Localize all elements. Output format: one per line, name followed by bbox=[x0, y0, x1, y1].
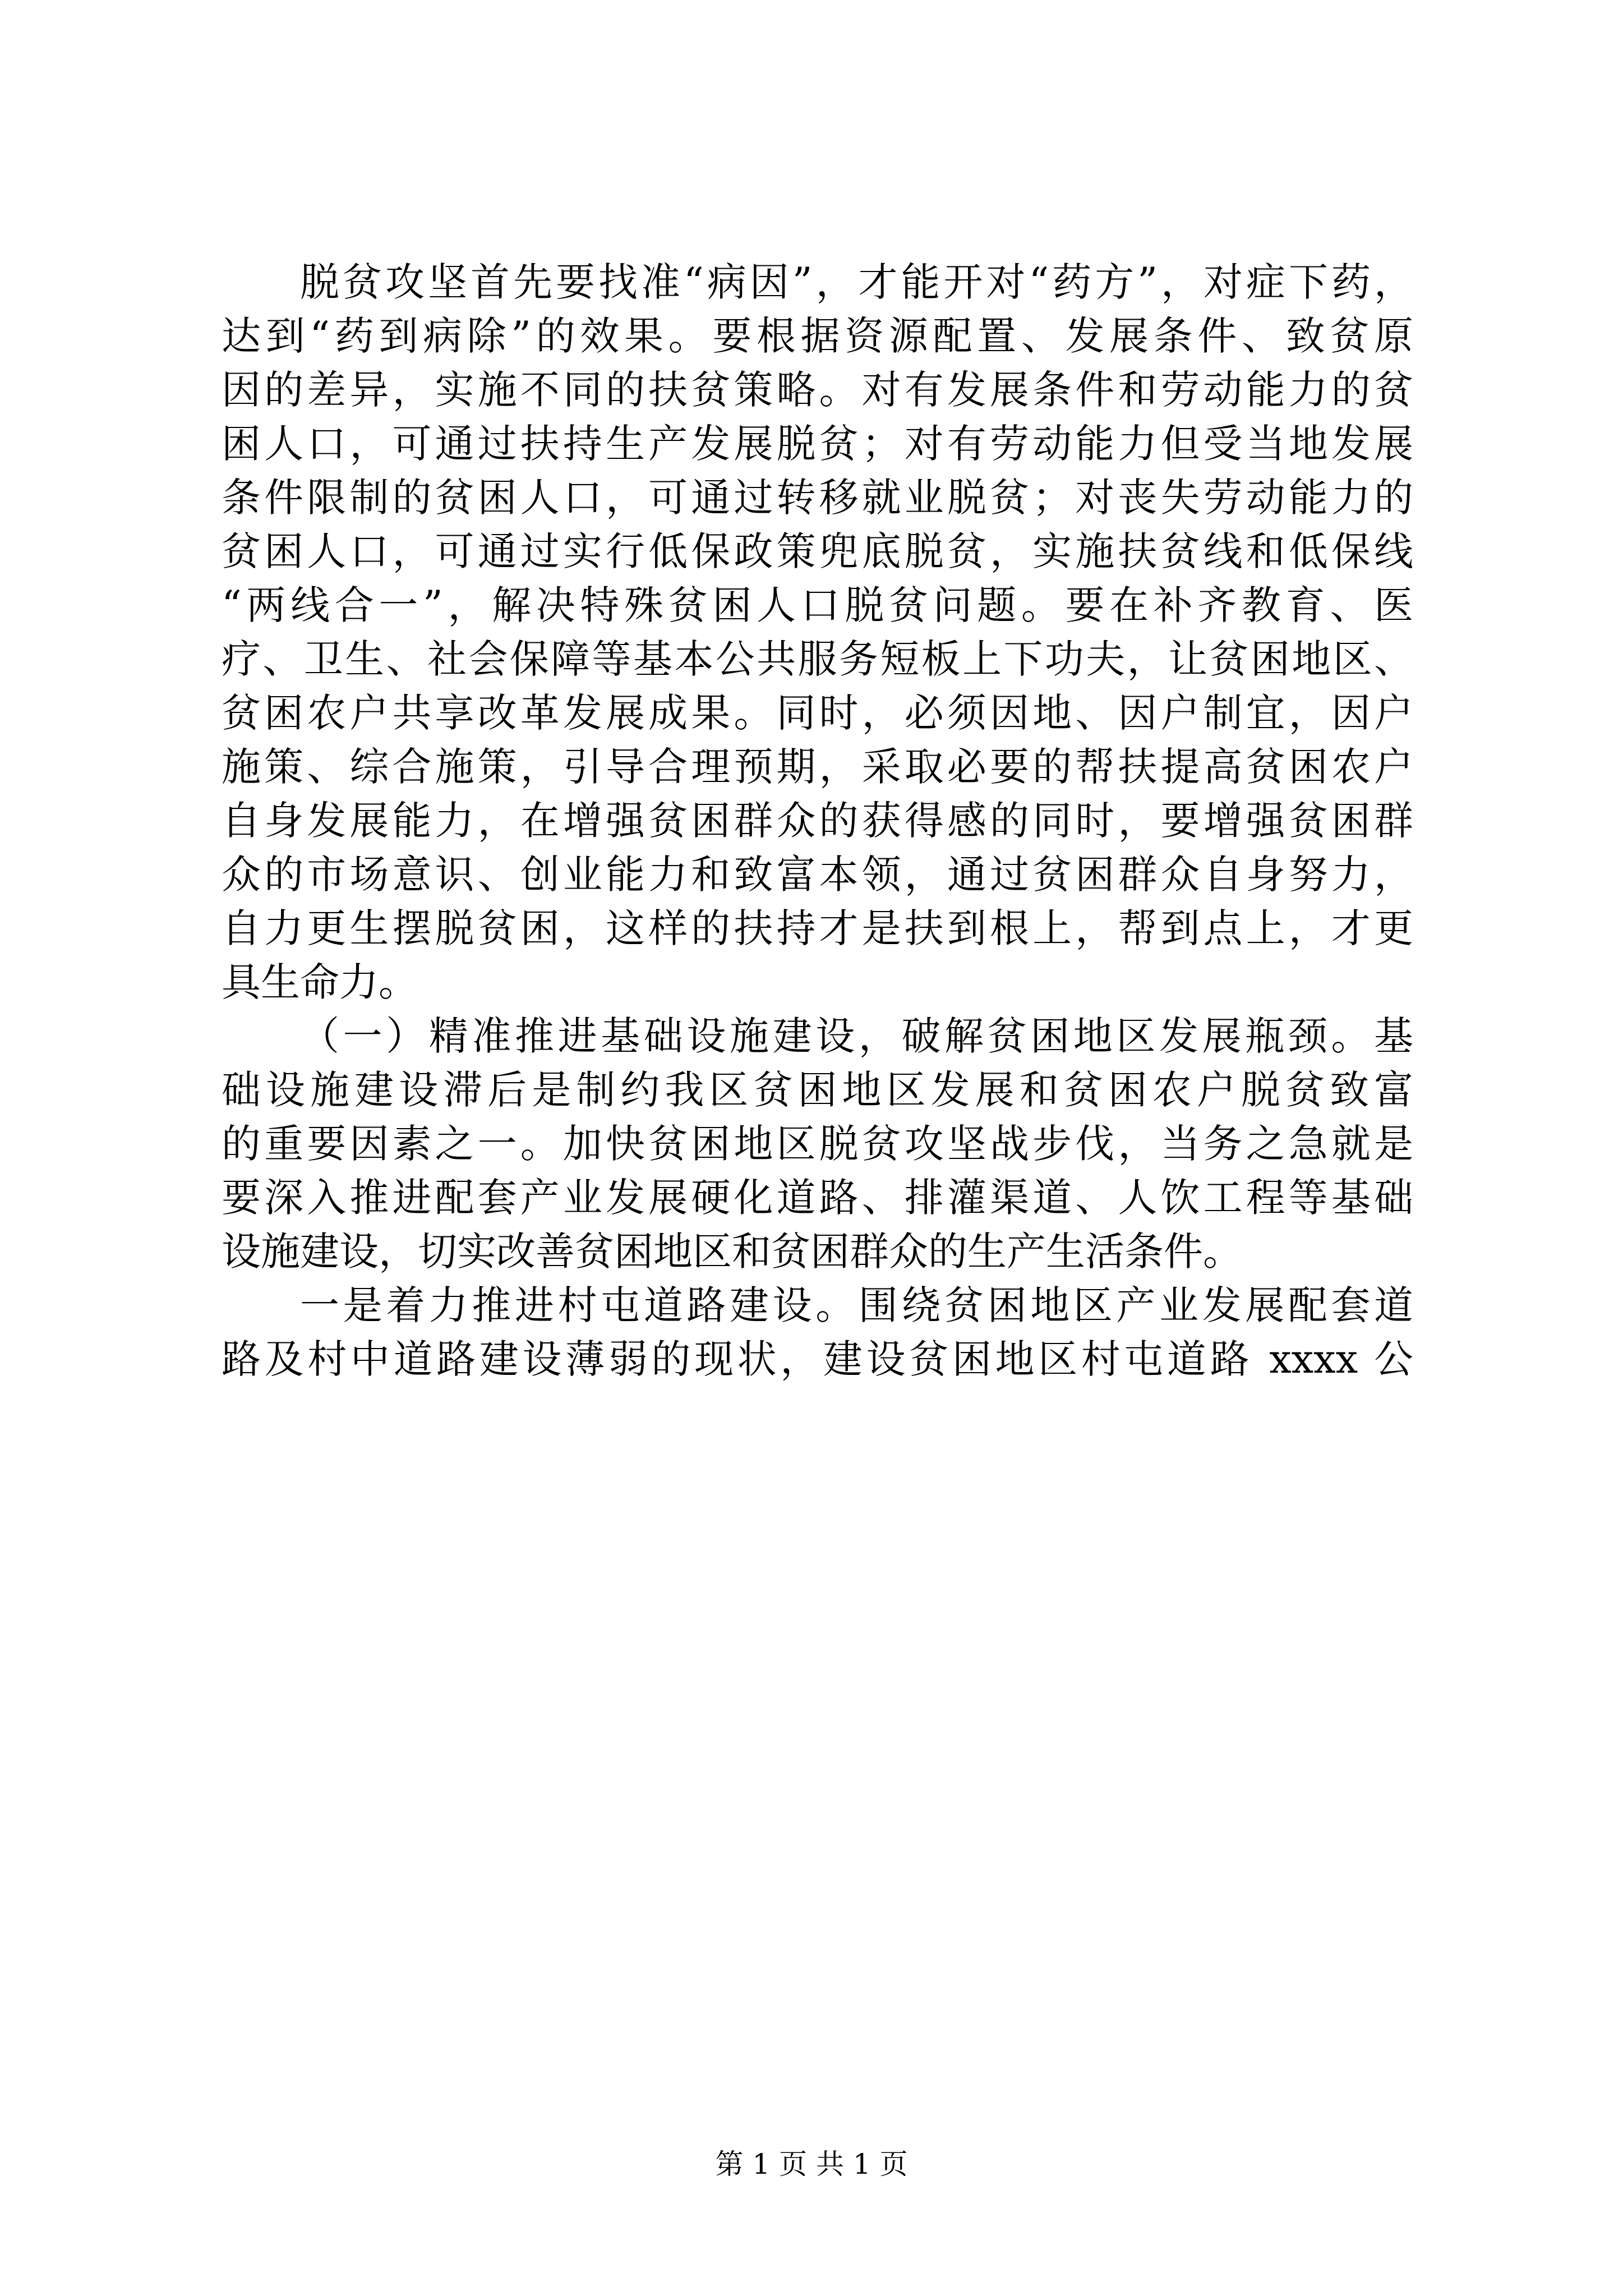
text-line: 条件限制的贫困人口，可通过转移就业脱贫；对丧失劳动能力的 bbox=[222, 475, 1413, 521]
text-line: 众的市场意识、创业能力和致富本领，通过贫困群众自身努力， bbox=[222, 852, 1413, 898]
text-line: 自身发展能力，在增强贫困群众的获得感的同时，要增强贫困群 bbox=[222, 798, 1413, 844]
text-line: 达到“药到病除”的效果。要根据资源配置、发展条件、致贫原 bbox=[222, 313, 1413, 359]
text-line: 施策、综合施策，引导合理预期，采取必要的帮扶提高贫困农户 bbox=[222, 744, 1413, 790]
text-line: 础设施建设滞后是制约我区贫困地区发展和贫困农户脱贫致富 bbox=[222, 1067, 1413, 1113]
document-body bbox=[222, 255, 1413, 1386]
text-line: 具生命力。 bbox=[222, 959, 418, 1005]
text-line: 困人口，可通过扶持生产发展脱贫；对有劳动能力但受当地发展 bbox=[222, 421, 1413, 467]
page-footer: 第 1 页 共 1 页 bbox=[715, 2148, 908, 2180]
text-line: 疗、卫生、社会保障等基本公共服务短板上下功夫，让贫困地区、 bbox=[222, 636, 1413, 682]
text-line: 的重要因素之一。加快贫困地区脱贫攻坚战步伐，当务之急就是 bbox=[222, 1121, 1413, 1167]
text-line: 贫困人口，可通过实行低保政策兜底脱贫，实施扶贫线和低保线 bbox=[222, 528, 1413, 574]
paragraph-1 bbox=[222, 255, 1413, 1009]
text-line: 要深入推进配套产业发展硬化道路、排灌渠道、人饮工程等基础 bbox=[222, 1175, 1413, 1221]
text-line: 因的差异，实施不同的扶贫策略。对有发展条件和劳动能力的贫 bbox=[222, 367, 1413, 413]
text-line: 贫困农户共享改革发展成果。同时，必须因地、因户制宜，因户 bbox=[222, 690, 1413, 736]
text-line: 自力更生摆脱贫困，这样的扶持才是扶到根上，帮到点上，才更 bbox=[222, 905, 1413, 951]
section-heading-line: （一）精准推进基础设施建设，破解贫困地区发展瓶颈。基 bbox=[300, 1013, 1413, 1059]
text-line: 设施建设，切实改善贫困地区和贫困群众的生产生活条件。 bbox=[222, 1228, 1242, 1274]
text-line: “两线合一”，解决特殊贫困人口脱贫问题。要在补齐教育、医 bbox=[222, 582, 1413, 628]
text-line: 脱贫攻坚首先要找准“病因”，才能开对“药方”，对症下药， bbox=[300, 259, 1413, 305]
paragraph-2 bbox=[222, 1009, 1413, 1278]
text-line: 一是着力推进村屯道路建设。围绕贫困地区产业发展配套道 bbox=[300, 1282, 1413, 1328]
text-line: 路及村中道路建设薄弱的现状，建设贫困地区村屯道路 xxxx 公 bbox=[222, 1336, 1413, 1382]
paragraph-3 bbox=[222, 1278, 1413, 1386]
